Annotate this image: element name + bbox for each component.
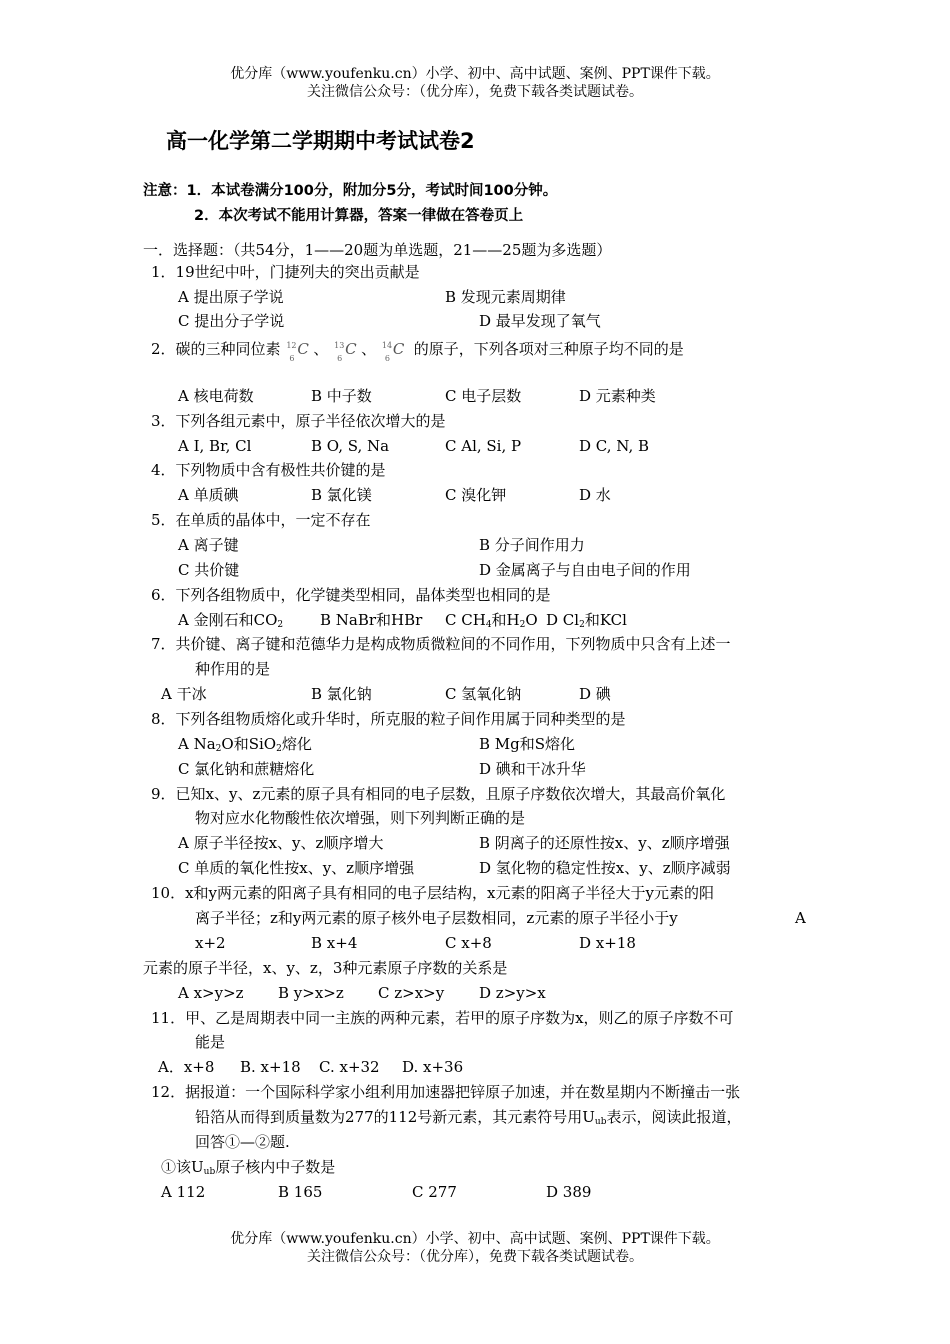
q6-option-c xyxy=(445,610,538,635)
q6-d-sub: 2 xyxy=(579,620,585,630)
q3-option-a: A I, Br, Cl xyxy=(178,437,252,455)
q1-option-a: A 提出原子学说 xyxy=(178,288,284,306)
q11-option-c: C. x+32 xyxy=(319,1058,380,1076)
q9-option-b: B 阴离子的还原性按x、y、z顺序增强 xyxy=(479,834,730,852)
q10-stray-option-a: A xyxy=(795,909,806,927)
q1-option-d: D 最早发现了氧气 xyxy=(479,312,601,330)
q11-option-d: D. x+36 xyxy=(402,1058,464,1076)
question-9-stem-1: 9．已知x、y、z元素的原子具有相同的电子层数，且原子序数依次增大，其最高价氧化 xyxy=(151,785,726,803)
q10-option-c: C z>x>y xyxy=(378,984,445,1002)
section-heading: 一．选择题：（共54分，1——20题为单选题，21——25题为多选题） xyxy=(143,241,612,259)
q12-sub-question-1 xyxy=(161,1157,335,1182)
q7-option-b: B 氯化钠 xyxy=(311,685,372,703)
q12-option-c: C 277 xyxy=(412,1183,457,1201)
iso3-num: 6 xyxy=(384,354,391,363)
q8-option-b: B Mg和S熔化 xyxy=(479,735,576,753)
iso1-symbol: C xyxy=(297,340,309,358)
question-12-stem-1: 12．据报道：一个国际科学家小组利用加速器把锌原子加速，并在数星期内不断撞击一张 xyxy=(151,1083,741,1101)
header-line-1: 优分库（www.youfenku.cn）小学、初中、高中试题、案例、PPT课件下载。 xyxy=(230,66,720,82)
question-5-stem: 5．在单质的晶体中，一定不存在 xyxy=(151,511,371,529)
q3-option-c: C Al, Si, P xyxy=(445,437,522,455)
q10-stray-o1: x+2 xyxy=(195,934,226,952)
question-7-stem-1: 7．共价键、离子键和范德华力是构成物质微粒间的不同作用，下列物质中只含有上述一 xyxy=(151,635,731,653)
q6-d-text-2: 和KCl xyxy=(584,611,627,629)
question-4-stem: 4．下列物质中含有极性共价键的是 xyxy=(151,461,386,479)
q11-option-a: A．x+8 xyxy=(158,1058,215,1076)
q10-stray-o3: C x+8 xyxy=(445,934,492,952)
q4-option-a: A 单质碘 xyxy=(178,486,239,504)
q12-sub1-text-1: ①该U xyxy=(161,1158,204,1176)
iso1-num: 6 xyxy=(289,354,295,363)
question-6-stem: 6．下列各组物质中，化学键类型相同，晶体类型也相同的是 xyxy=(151,586,551,604)
q1-option-b: B 发现元素周期律 xyxy=(445,288,566,306)
q2-option-d: D 元素种类 xyxy=(579,387,656,405)
question-9-stem-2: 物对应水化物酸性依次增强，则下列判断正确的是 xyxy=(195,809,526,827)
q3-option-d: D C, N, B xyxy=(579,437,649,455)
footer-line-1: 优分库（www.youfenku.cn）小学、初中、高中试题、案例、PPT课件下载。 xyxy=(230,1231,720,1247)
q3-option-b: B O, S, Na xyxy=(311,437,390,455)
question-8-stem: 8．下列各组物质熔化或升华时，所克服的粒子间作用属于同种类型的是 xyxy=(151,710,626,728)
q7-option-a: A 干冰 xyxy=(161,685,207,703)
q6-option-a xyxy=(178,610,283,635)
question-10-stem-3: 元素的原子半径，x、y、z，3种元素原子序数的关系是 xyxy=(143,959,508,977)
question-10-stem-2: 离子半径；z和y两元素的原子核外电子层数相同，z元素的原子半径小于y xyxy=(195,909,678,927)
q9-option-c: C 单质的氧化性按x、y、z顺序增强 xyxy=(178,859,415,877)
isotope-c14 xyxy=(381,338,408,363)
q10-option-a: A x>y>z xyxy=(178,984,244,1002)
iso3-symbol: C xyxy=(392,340,405,358)
iso3-mass: 14 xyxy=(381,341,393,350)
q6-c-text-2: 和H xyxy=(491,611,520,629)
q2-option-b: B 中子数 xyxy=(311,387,372,405)
q2-suffix: 的原子，下列各项对三种原子均不同的是 xyxy=(413,340,684,358)
iso1-mass: 12 xyxy=(286,341,297,350)
footer-line-2: 关注微信公众号：（优分库），免费下载各类试题试卷。 xyxy=(307,1249,643,1265)
q10-option-b: B y>x>z xyxy=(278,984,344,1002)
page-title: 高一化学第二学期期中考试试卷2 xyxy=(166,129,475,153)
question-7-stem-2: 种作用的是 xyxy=(195,660,271,678)
note-1: 注意：1．本试卷满分100分，附加分5分，考试时间100分钟。 xyxy=(143,183,558,199)
q5-option-b: B 分子间作用力 xyxy=(479,536,585,554)
q6-c-text-3: O xyxy=(525,611,538,629)
question-2-stem xyxy=(151,338,684,363)
q12-option-b: B 165 xyxy=(278,1183,323,1201)
q8-option-c: C 氯化钠和蔗糖熔化 xyxy=(178,760,315,778)
note-2: 2．本次考试不能用计算器，答案一律做在答卷页上 xyxy=(194,208,524,224)
question-3-stem: 3．下列各组元素中，原子半径依次增大的是 xyxy=(151,412,446,430)
q6-a-text: A 金刚石和CO xyxy=(178,611,278,629)
q2-option-a: A 核电荷数 xyxy=(178,387,254,405)
q12-stem2-text-1: 铅箔从而得到质量数为277的112号新元素，其元素符号用U xyxy=(195,1108,595,1126)
iso2-mass: 13 xyxy=(334,341,345,350)
q8-a-sub-2: 2 xyxy=(276,744,282,754)
q6-c-sub-1: 4 xyxy=(485,620,492,630)
q2-sep-2: 、 xyxy=(361,340,377,358)
q8-a-text-1: A Na xyxy=(178,735,216,753)
q6-a-sub: 2 xyxy=(277,620,284,630)
q8-option-d: D 碘和干冰升华 xyxy=(479,760,586,778)
q4-option-c: C 溴化钾 xyxy=(445,486,507,504)
q2-prefix: 2．碳的三种同位素 xyxy=(151,340,281,358)
question-10-stem-1: 10．x和y两元素的阳离子具有相同的电子层结构，x元素的阳离子半径大于y元素的阳 xyxy=(151,884,714,902)
q2-sep-1: 、 xyxy=(313,340,329,358)
q11-option-b: B. x+18 xyxy=(240,1058,301,1076)
q6-c-text-1: C CH xyxy=(445,611,486,629)
q10-option-d: D z>y>x xyxy=(479,984,546,1002)
q5-option-d: D 金属离子与自由电子间的作用 xyxy=(479,561,691,579)
isotope-c12 xyxy=(286,338,312,363)
q1-option-c: C 提出分子学说 xyxy=(178,312,285,330)
question-11-stem-1: 11．甲、乙是周期表中同一主族的两种元素，若甲的原子序数为x，则乙的原子序数不可 xyxy=(151,1009,734,1027)
q2-option-c: C 电子层数 xyxy=(445,387,522,405)
q12-sub1-sub: ub xyxy=(203,1167,216,1177)
question-12-stem-3: 回答①—②题. xyxy=(195,1133,290,1151)
q8-option-a xyxy=(178,734,312,759)
q5-option-a: A 离子键 xyxy=(178,536,239,554)
q12-stem2-sub: ub xyxy=(594,1117,607,1127)
header-line-2: 关注微信公众号：（优分库），免费下载各类试题试卷。 xyxy=(307,84,643,100)
question-12-stem-2 xyxy=(195,1107,741,1132)
question-11-stem-2: 能是 xyxy=(195,1033,226,1051)
q7-option-c: C 氢氧化钠 xyxy=(445,685,522,703)
q10-stray-o4: D x+18 xyxy=(579,934,636,952)
question-1-stem: 1．19世纪中叶，门捷列夫的突出贡献是 xyxy=(151,263,420,281)
iso2-num: 6 xyxy=(337,354,343,363)
q6-option-d xyxy=(546,610,627,635)
q12-sub1-text-2: 原子核内中子数是 xyxy=(215,1158,336,1176)
isotope-c13 xyxy=(334,338,360,363)
q5-option-c: C 共价键 xyxy=(178,561,240,579)
q6-option-b: B NaBr和HBr xyxy=(320,611,423,629)
q8-a-sub-1: 2 xyxy=(215,744,222,754)
q9-option-a: A 原子半径按x、y、z顺序增大 xyxy=(178,834,384,852)
q7-option-d: D 碘 xyxy=(579,685,611,703)
q12-stem2-text-2: 表示，阅读此报道， xyxy=(606,1108,742,1126)
q6-c-sub-2: 2 xyxy=(519,620,526,630)
q8-a-text-3: 熔化 xyxy=(281,735,312,753)
q4-option-d: D 水 xyxy=(579,486,611,504)
q12-option-a: A 112 xyxy=(161,1183,206,1201)
q9-option-d: D 氢化物的稳定性按x、y、z顺序减弱 xyxy=(479,859,731,877)
q12-option-d: D 389 xyxy=(546,1183,592,1201)
q10-stray-o2: B x+4 xyxy=(311,934,358,952)
q6-d-text-1: D Cl xyxy=(546,611,580,629)
q8-a-text-2: O和SiO xyxy=(221,735,277,753)
q4-option-b: B 氯化镁 xyxy=(311,486,372,504)
iso2-symbol: C xyxy=(345,340,357,358)
